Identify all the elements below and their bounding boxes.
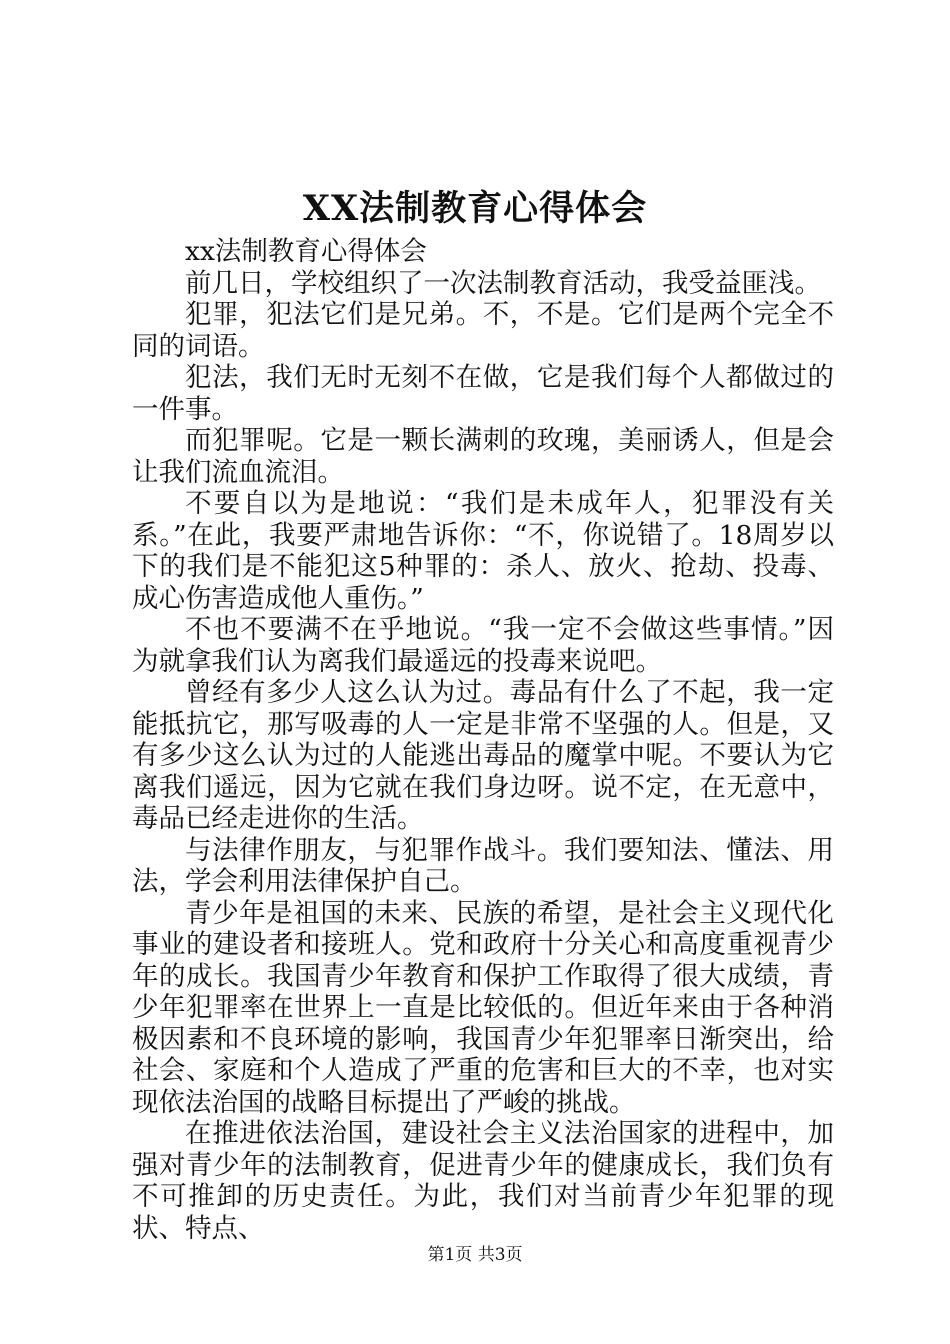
paragraph: 青少年是祖国的未来、民族的希望，是社会主义现代化事业的建设者和接班人。党和政府十分关心和高度重视青少年的成长。我国青少年教育和保护工作取得了很大成绩，青少年犯罪率在世界上一直是比较低的。但近年来由于各种消极因素和不良环境的影响，我国青少年犯罪率日渐突出，给社会、家庭和个人造成了严重的危害和巨大的不幸，也对实现依法治国的战略目标提出了严峻的挑战。 <box>132 897 834 1118</box>
paragraph: 不也不要满不在乎地说。“我一定不会做这些事情。”因为就拿我们认为离我们最遥远的投毒来说吧。 <box>132 614 834 677</box>
paragraph: 曾经有多少人这么认为过。毒品有什么了不起，我一定能抵抗它，那写吸毒的人一定是非常不坚强的人。但是，又有多少这么认为过的人能逃出毒品的魔掌中呢。不要认为它离我们遥远，因为它就在我们身边呀。说不定，在无意中，毒品已经走进你的生活。 <box>132 677 834 834</box>
document-body <box>132 236 834 1244</box>
document-title: XX法制教育心得体会 <box>302 188 648 229</box>
paragraph: 在推进依法治国，建设社会主义法治国家的进程中，加强对青少年的法制教育，促进青少年的健康成长，我们负有不可推卸的历史责任。为此，我们对当前青少年犯罪的现状、特点、 <box>132 1118 834 1244</box>
paragraph: 不要自以为是地说：“我们是未成年人，犯罪没有关系。”在此，我要严肃地告诉你：“不，你说错了。18周岁以下的我们是不能犯这5种罪的：杀人、放火、抢劫、投毒、成心伤害造成他人重伤。” <box>132 488 834 614</box>
paragraph: 犯罪，犯法它们是兄弟。不，不是。它们是两个完全不同的词语。 <box>132 299 834 362</box>
page-footer: 第1页 共3页 <box>427 1245 523 1265</box>
paragraph: 前几日，学校组织了一次法制教育活动，我受益匪浅。 <box>185 267 821 299</box>
paragraph: 与法律作朋友，与犯罪作战斗。我们要知法、懂法、用法，学会利用法律保护自己。 <box>132 834 834 897</box>
paragraph: 犯法，我们无时无刻不在做，它是我们每个人都做过的一件事。 <box>132 362 834 425</box>
paragraph: xx法制教育心得体会 <box>185 236 427 267</box>
paragraph: 而犯罪呢。它是一颗长满刺的玫瑰，美丽诱人，但是会让我们流血流泪。 <box>132 425 834 488</box>
